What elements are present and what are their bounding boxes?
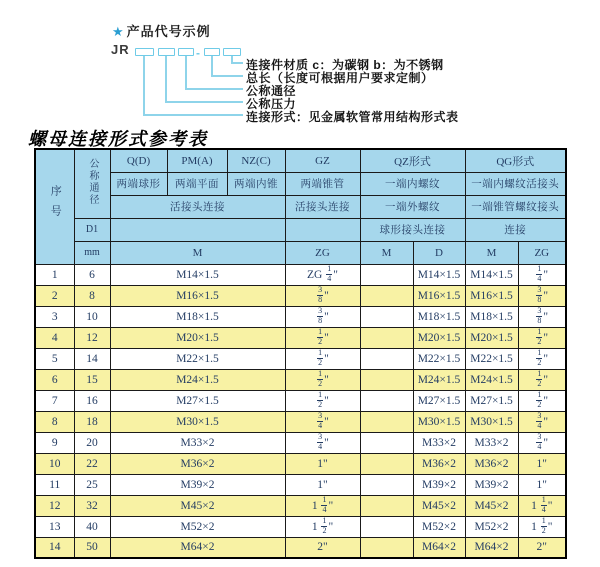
diagram-label-length: 总长（长度可根据用户要求定制） — [246, 71, 434, 85]
table-row — [35, 369, 566, 390]
cell-qg-zg: $\frac{1}{2}$ " — [518, 348, 566, 369]
cell-qz-m — [360, 495, 413, 516]
connector-line — [165, 101, 243, 103]
product-code-prefix: JR — [111, 42, 130, 57]
cell-gz-size: $\frac{1}{2}$ " — [285, 390, 360, 411]
cell-gz-size: 1 $\frac{1}{2}$ " — [285, 516, 360, 537]
cell-qg-m: M39×2 — [465, 474, 518, 495]
header-qz-d: D — [413, 241, 465, 264]
cell-gz-size: 2" — [285, 537, 360, 558]
cell-qg-m: M20×1.5 — [465, 327, 518, 348]
cell-qz-d: M20×1.5 — [413, 327, 465, 348]
cell-m-thread: M30×1.5 — [110, 411, 285, 432]
header-blank-left — [110, 218, 285, 241]
cell-gz-size: $\frac{1}{2}$ " — [285, 327, 360, 348]
cell-m-thread: M24×1.5 — [110, 369, 285, 390]
cell-seq: 5 — [35, 348, 74, 369]
cell-qz-d: M52×2 — [413, 516, 465, 537]
cell-qz-d: M27×1.5 — [413, 390, 465, 411]
table-row — [35, 285, 566, 306]
star-icon: ★ — [112, 24, 125, 39]
cell-gz-size: 1" — [285, 474, 360, 495]
cell-dn: 20 — [74, 432, 110, 453]
cell-qg-m: M36×2 — [465, 453, 518, 474]
connector-line — [185, 56, 187, 89]
table-row — [35, 348, 566, 369]
cell-qz-d: M24×1.5 — [413, 369, 465, 390]
cell-dn: 14 — [74, 348, 110, 369]
cell-seq: 11 — [35, 474, 74, 495]
connector-line — [231, 62, 243, 64]
cell-m-thread: M52×2 — [110, 516, 285, 537]
cell-gz-size: 1 $\frac{1}{4}$ " — [285, 495, 360, 516]
cell-qz-d: M33×2 — [413, 432, 465, 453]
code-box-3 — [178, 48, 194, 56]
cell-qg-m: M18×1.5 — [465, 306, 518, 327]
cell-seq: 14 — [35, 537, 74, 558]
cell-gz-size: ZG $\frac{1}{4}$ " — [285, 264, 360, 285]
header-blank-gz — [285, 218, 360, 241]
header-qz-sub3: 球形接头连接 — [360, 218, 465, 241]
cell-dn: 18 — [74, 411, 110, 432]
cell-qg-m: M14×1.5 — [465, 264, 518, 285]
cell-gz-size: $\frac{3}{4}$ " — [285, 432, 360, 453]
cell-dn: 40 — [74, 516, 110, 537]
connector-line — [165, 56, 167, 102]
cell-dn: 22 — [74, 453, 110, 474]
cell-qg-m: M45×2 — [465, 495, 518, 516]
cell-dn: 32 — [74, 495, 110, 516]
table-row — [35, 537, 566, 558]
cell-qz-d: M22×1.5 — [413, 348, 465, 369]
cell-gz-size: $\frac{3}{8}$ " — [285, 306, 360, 327]
header-qg-sub3: 连接 — [465, 218, 566, 241]
cell-m-thread: M33×2 — [110, 432, 285, 453]
cell-m-thread: M18×1.5 — [110, 306, 285, 327]
header-q: Q(D) — [110, 149, 167, 172]
header-nz: NZ(C) — [227, 149, 285, 172]
connector-line — [143, 56, 145, 116]
cell-qz-d: M36×2 — [413, 453, 465, 474]
header-qz-m: M — [360, 241, 413, 264]
header-qz-sub2: 一端外螺纹 — [360, 195, 465, 218]
cell-seq: 12 — [35, 495, 74, 516]
table-body — [35, 264, 566, 558]
cell-qz-m — [360, 390, 413, 411]
cell-m-thread: M20×1.5 — [110, 327, 285, 348]
reference-table — [34, 148, 567, 559]
header-pm: PM(A) — [167, 149, 227, 172]
cell-seq: 10 — [35, 453, 74, 474]
cell-seq: 13 — [35, 516, 74, 537]
connector-line — [143, 114, 243, 116]
cell-qz-m — [360, 432, 413, 453]
diagram-label-pressure: 公称压力 — [246, 97, 297, 111]
diagram-label-form: 连接形式：见金属软管常用结构形式表 — [246, 110, 459, 124]
diagram-heading-text: 产品代号示例 — [126, 24, 211, 39]
connector-line — [211, 56, 213, 76]
cell-qg-m: M24×1.5 — [465, 369, 518, 390]
code-box-1 — [135, 48, 154, 56]
cell-qz-m — [360, 348, 413, 369]
header-qg-sub2: 一端锥管螺纹接头 — [465, 195, 566, 218]
cell-qz-d: M18×1.5 — [413, 306, 465, 327]
cell-gz-size: $\frac{1}{2}$ " — [285, 348, 360, 369]
table-title: 螺母连接形式参考表 — [28, 129, 208, 149]
cell-seq: 2 — [35, 285, 74, 306]
cell-dn: 50 — [74, 537, 110, 558]
cell-qz-d: M64×2 — [413, 537, 465, 558]
cell-qg-zg: 1" — [518, 453, 566, 474]
diagram-heading — [112, 21, 211, 40]
cell-qg-m: M22×1.5 — [465, 348, 518, 369]
header-union-left: 活接头连接 — [110, 195, 285, 218]
cell-qg-zg: $\frac{1}{2}$ " — [518, 327, 566, 348]
cell-qg-zg: 1" — [518, 474, 566, 495]
cell-qg-m: M27×1.5 — [465, 390, 518, 411]
diagram-label-diameter: 公称通径 — [246, 84, 297, 98]
table-row — [35, 411, 566, 432]
code-box-5 — [223, 48, 241, 56]
cell-qz-d: M45×2 — [413, 495, 465, 516]
cell-dn: 15 — [74, 369, 110, 390]
table-row — [35, 264, 566, 285]
cell-qz-m — [360, 516, 413, 537]
header-seq: 序号 — [35, 149, 74, 264]
cell-qg-m: M52×2 — [465, 516, 518, 537]
cell-m-thread: M22×1.5 — [110, 348, 285, 369]
code-box-4 — [204, 48, 220, 56]
header-gz-sub: 两端锥管 — [285, 172, 360, 195]
header-qz-sub1: 一端内螺纹 — [360, 172, 465, 195]
cell-dn: 10 — [74, 306, 110, 327]
connector-line — [185, 88, 243, 90]
connector-line — [211, 75, 243, 77]
cell-m-thread: M14×1.5 — [110, 264, 285, 285]
table-row — [35, 474, 566, 495]
cell-gz-size: $\frac{3}{4}$ " — [285, 411, 360, 432]
cell-m-thread: M27×1.5 — [110, 390, 285, 411]
header-qg-m: M — [465, 241, 518, 264]
table-row — [35, 516, 566, 537]
code-box-2 — [158, 48, 175, 56]
diagram-label-material: 连接件材质 c：为碳钢 b：为不锈钢 — [246, 58, 444, 72]
cell-qz-m — [360, 474, 413, 495]
table-row — [35, 390, 566, 411]
cell-seq: 8 — [35, 411, 74, 432]
cell-m-thread: M64×2 — [110, 537, 285, 558]
cell-qg-zg: 2" — [518, 537, 566, 558]
cell-dn: 8 — [74, 285, 110, 306]
cell-qg-zg: $\frac{3}{4}$ " — [518, 411, 566, 432]
cell-qg-zg: $\frac{3}{8}$ " — [518, 306, 566, 327]
code-dash: - — [196, 46, 200, 60]
cell-gz-size: 1" — [285, 453, 360, 474]
cell-qz-m — [360, 369, 413, 390]
cell-qz-m — [360, 411, 413, 432]
cell-qz-d: M30×1.5 — [413, 411, 465, 432]
cell-seq: 7 — [35, 390, 74, 411]
cell-qg-m: M33×2 — [465, 432, 518, 453]
cell-m-thread: M36×2 — [110, 453, 285, 474]
cell-m-thread: M39×2 — [110, 474, 285, 495]
cell-qz-m — [360, 537, 413, 558]
header-qg-sub1: 一端内螺纹活接头 — [465, 172, 566, 195]
cell-qz-m — [360, 285, 413, 306]
cell-m-thread: M45×2 — [110, 495, 285, 516]
cell-qg-zg: $\frac{1}{4}$ " — [518, 264, 566, 285]
header-dn: 公称通径 — [74, 149, 110, 218]
cell-seq: 6 — [35, 369, 74, 390]
header-mm: mm — [74, 241, 110, 264]
cell-seq: 4 — [35, 327, 74, 348]
cell-qz-d: M39×2 — [413, 474, 465, 495]
cell-qz-m — [360, 453, 413, 474]
cell-qg-m: M64×2 — [465, 537, 518, 558]
cell-dn: 25 — [74, 474, 110, 495]
header-d1: D1 — [74, 218, 110, 241]
cell-dn: 6 — [74, 264, 110, 285]
table-row — [35, 453, 566, 474]
cell-m-thread: M16×1.5 — [110, 285, 285, 306]
cell-qz-m — [360, 264, 413, 285]
cell-qg-m: M16×1.5 — [465, 285, 518, 306]
table-row — [35, 495, 566, 516]
cell-dn: 16 — [74, 390, 110, 411]
cell-qg-zg: $\frac{1}{2}$ " — [518, 369, 566, 390]
table-row — [35, 327, 566, 348]
cell-qz-m — [360, 327, 413, 348]
header-gz: GZ — [285, 149, 360, 172]
cell-qg-zg: 1 $\frac{1}{2}$ " — [518, 516, 566, 537]
cell-qg-zg: $\frac{3}{4}$ " — [518, 432, 566, 453]
cell-seq: 3 — [35, 306, 74, 327]
cell-qz-m — [360, 306, 413, 327]
cell-gz-size: $\frac{3}{8}$ " — [285, 285, 360, 306]
header-qg-zg: ZG — [518, 241, 566, 264]
header-zg-gz: ZG — [285, 241, 360, 264]
cell-qg-m: M30×1.5 — [465, 411, 518, 432]
header-q-sub: 两端球形 — [110, 172, 167, 195]
cell-seq: 9 — [35, 432, 74, 453]
table-row — [35, 306, 566, 327]
table-row — [35, 432, 566, 453]
cell-qg-zg: 1 $\frac{1}{4}$ " — [518, 495, 566, 516]
cell-gz-size: $\frac{1}{2}$ " — [285, 369, 360, 390]
header-pm-sub: 两端平面 — [167, 172, 227, 195]
header-qz: QZ形式 — [360, 149, 465, 172]
header-union-gz: 活接头连接 — [285, 195, 360, 218]
header-qg: QG形式 — [465, 149, 566, 172]
cell-qz-d: M16×1.5 — [413, 285, 465, 306]
cell-qg-zg: $\frac{3}{8}$ " — [518, 285, 566, 306]
header-nz-sub: 两端内锥 — [227, 172, 285, 195]
header-m-left: M — [110, 241, 285, 264]
cell-qg-zg: $\frac{1}{2}$ " — [518, 390, 566, 411]
cell-seq: 1 — [35, 264, 74, 285]
cell-dn: 12 — [74, 327, 110, 348]
cell-qz-d: M14×1.5 — [413, 264, 465, 285]
